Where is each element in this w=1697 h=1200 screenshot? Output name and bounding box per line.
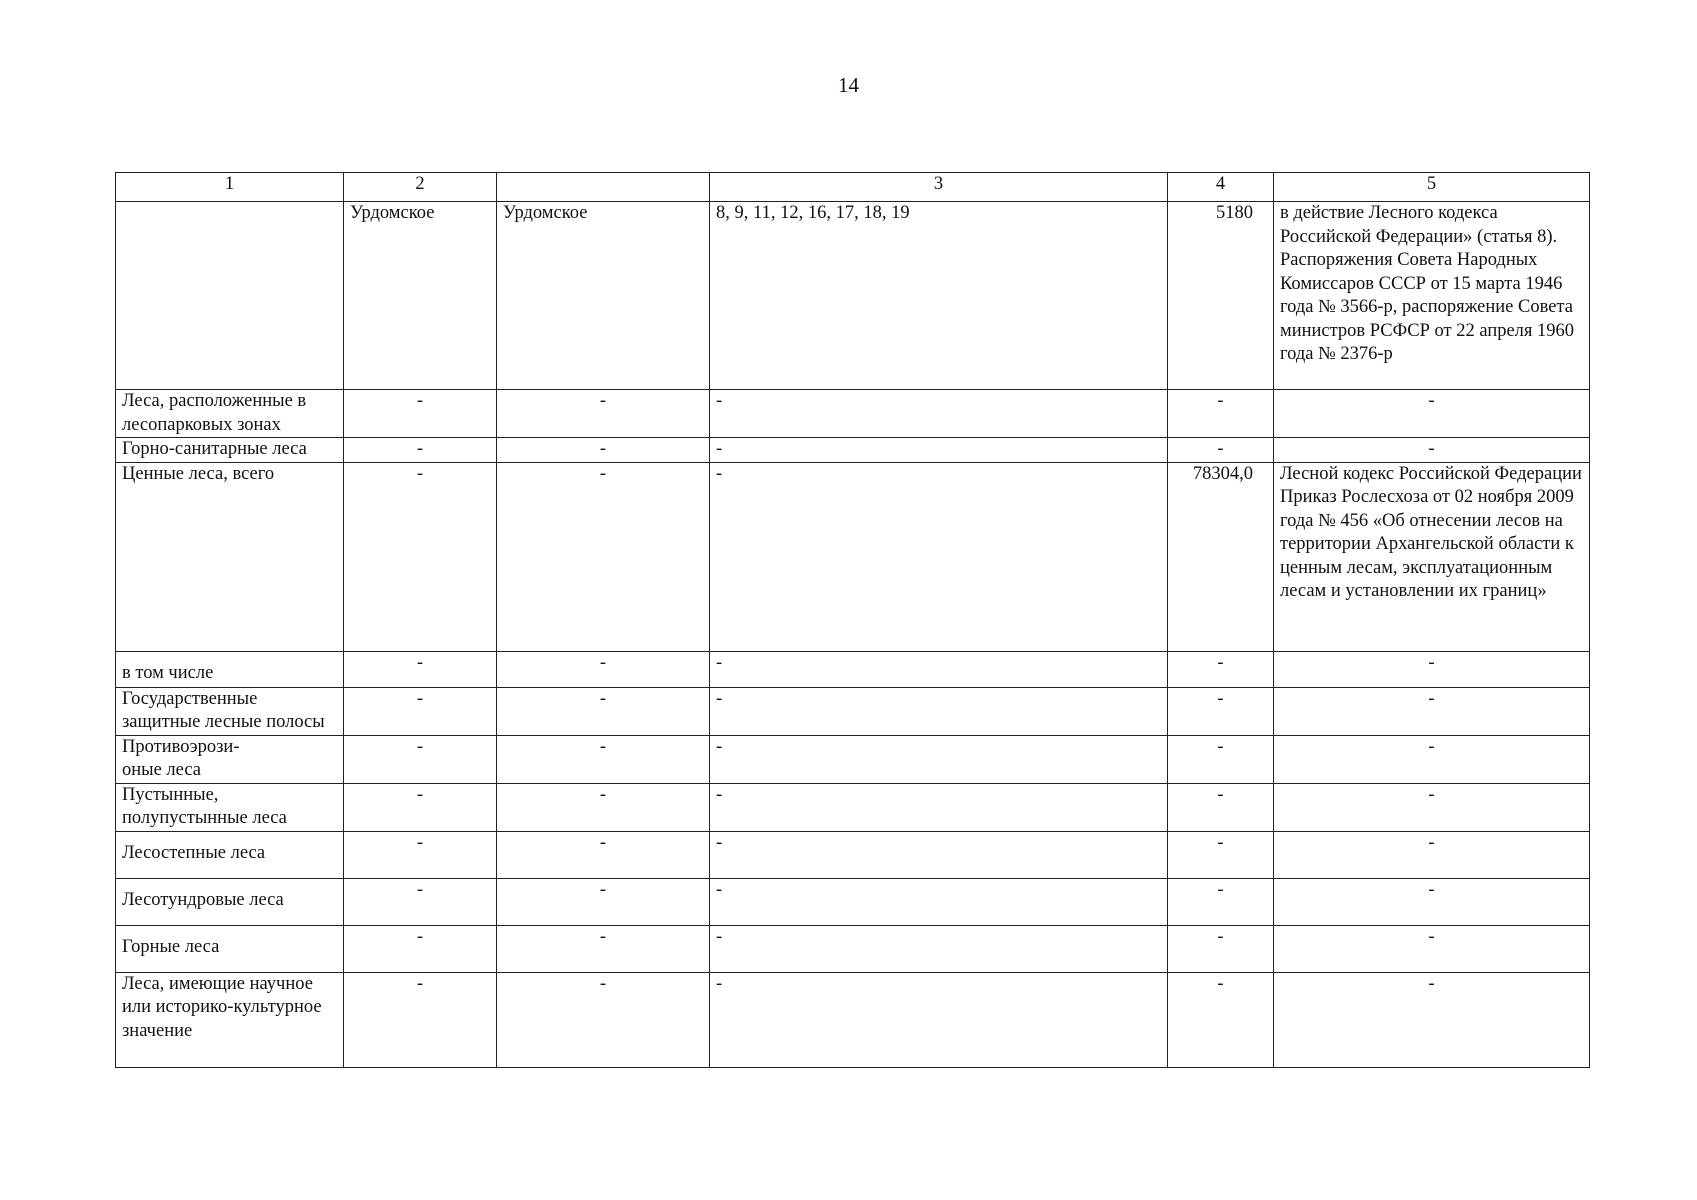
row-col2: - bbox=[344, 687, 497, 735]
row-name: Государственные защитные лесные полосы bbox=[116, 687, 344, 735]
row-col5: - bbox=[1168, 438, 1274, 463]
row-col3: - bbox=[497, 735, 710, 783]
row-col3: - bbox=[497, 783, 710, 831]
row-col3: Урдомское bbox=[497, 202, 710, 390]
row-name-text: Горные леса bbox=[122, 936, 220, 957]
table-row bbox=[116, 735, 1590, 783]
row-col5: - bbox=[1168, 783, 1274, 831]
row-col2: - bbox=[344, 735, 497, 783]
row-name-text: Лесостепные леса bbox=[122, 842, 266, 863]
table-row bbox=[116, 783, 1590, 831]
row-col6: - bbox=[1274, 687, 1590, 735]
table-row bbox=[116, 687, 1590, 735]
row-name bbox=[116, 878, 344, 925]
header-cell-blank bbox=[497, 173, 710, 202]
row-col4: - bbox=[710, 735, 1168, 783]
page-number: 14 bbox=[838, 73, 859, 97]
row-col5: - bbox=[1168, 925, 1274, 972]
row-col3: - bbox=[497, 651, 710, 687]
row-col4: - bbox=[710, 972, 1168, 1067]
row-col6: - bbox=[1274, 651, 1590, 687]
row-name: Леса, имеющие научное или историко-культурное значение bbox=[116, 972, 344, 1067]
row-col2: - bbox=[344, 925, 497, 972]
row-name-text: в том числе bbox=[122, 662, 214, 683]
row-col2: - bbox=[344, 462, 497, 651]
row-col6: - bbox=[1274, 735, 1590, 783]
table-row bbox=[116, 878, 1590, 925]
table-row bbox=[116, 925, 1590, 972]
row-col6: - bbox=[1274, 972, 1590, 1067]
row-col6: - bbox=[1274, 925, 1590, 972]
forest-table bbox=[115, 172, 1590, 1068]
row-col3: - bbox=[497, 925, 710, 972]
row-name: Горно-санитарные леса bbox=[116, 438, 344, 463]
row-col3: - bbox=[497, 462, 710, 651]
header-cell-4: 4 bbox=[1168, 173, 1274, 202]
row-name: Ценные леса, всего bbox=[116, 462, 344, 651]
row-col4: - bbox=[710, 878, 1168, 925]
table-row bbox=[116, 202, 1590, 390]
header-row bbox=[116, 173, 1590, 202]
row-name bbox=[116, 925, 344, 972]
header-cell-1: 1 bbox=[116, 173, 344, 202]
table-row bbox=[116, 831, 1590, 878]
row-col5: 78304,0 bbox=[1168, 462, 1274, 651]
row-col2: - bbox=[344, 651, 497, 687]
row-name: Леса, расположенные в лесопарковых зонах bbox=[116, 390, 344, 438]
row-col6: - bbox=[1274, 831, 1590, 878]
table-row bbox=[116, 462, 1590, 651]
row-name: Пустынные, полупустынные леса bbox=[116, 783, 344, 831]
row-col4: - bbox=[710, 390, 1168, 438]
row-col6: в действие Лесного кодекса Российской Федерации» (статья 8). Распоряжения Совета Народных Комиссаров СССР от 15 марта 1946 года № 3566-р, распоряжение Совета министров РСФСР от 22 апреля 1960 года № 2376-р bbox=[1274, 202, 1590, 390]
row-col3: - bbox=[497, 687, 710, 735]
row-col4: - bbox=[710, 687, 1168, 735]
header-cell-3: 3 bbox=[710, 173, 1168, 202]
row-col5: - bbox=[1168, 687, 1274, 735]
row-col3: - bbox=[497, 390, 710, 438]
row-col5: - bbox=[1168, 735, 1274, 783]
row-col3: - bbox=[497, 972, 710, 1067]
header-cell-5: 5 bbox=[1274, 173, 1590, 202]
row-col4: - bbox=[710, 651, 1168, 687]
row-col5: 5180 bbox=[1168, 202, 1274, 390]
row-col6: - bbox=[1274, 438, 1590, 463]
row-col2: - bbox=[344, 390, 497, 438]
table-row bbox=[116, 438, 1590, 463]
row-name bbox=[116, 202, 344, 390]
row-col5: - bbox=[1168, 972, 1274, 1067]
row-col2: - bbox=[344, 783, 497, 831]
row-col4: 8, 9, 11, 12, 16, 17, 18, 19 bbox=[710, 202, 1168, 390]
row-col2: - bbox=[344, 831, 497, 878]
row-col2: - bbox=[344, 878, 497, 925]
row-col5: - bbox=[1168, 878, 1274, 925]
row-col6: Лесной кодекс Российской Федерации Приказ Рослесхоза от 02 ноября 2009 года № 456 «Об отнесении лесов на территории Архангельской области к ценным лесам, эксплуатационным лесам и установлении их границ» bbox=[1274, 462, 1590, 651]
row-name-text: Лесотундровые леса bbox=[122, 889, 284, 910]
row-col4: - bbox=[710, 831, 1168, 878]
row-col2: - bbox=[344, 438, 497, 463]
row-col6: - bbox=[1274, 783, 1590, 831]
row-col5: - bbox=[1168, 831, 1274, 878]
table-row bbox=[116, 651, 1590, 687]
row-col6: - bbox=[1274, 390, 1590, 438]
row-col5: - bbox=[1168, 390, 1274, 438]
row-col6: - bbox=[1274, 878, 1590, 925]
row-col2: Урдомское bbox=[344, 202, 497, 390]
row-col4: - bbox=[710, 438, 1168, 463]
row-name bbox=[116, 651, 344, 687]
row-col4: - bbox=[710, 925, 1168, 972]
table-row bbox=[116, 972, 1590, 1067]
row-col3: - bbox=[497, 438, 710, 463]
row-col4: - bbox=[710, 783, 1168, 831]
header-cell-2: 2 bbox=[344, 173, 497, 202]
row-col5: - bbox=[1168, 651, 1274, 687]
row-name: Противоэрози-оные леса bbox=[116, 735, 344, 783]
row-col3: - bbox=[497, 831, 710, 878]
row-col4: - bbox=[710, 462, 1168, 651]
table-row bbox=[116, 390, 1590, 438]
row-name bbox=[116, 831, 344, 878]
row-col3: - bbox=[497, 878, 710, 925]
row-col2: - bbox=[344, 972, 497, 1067]
